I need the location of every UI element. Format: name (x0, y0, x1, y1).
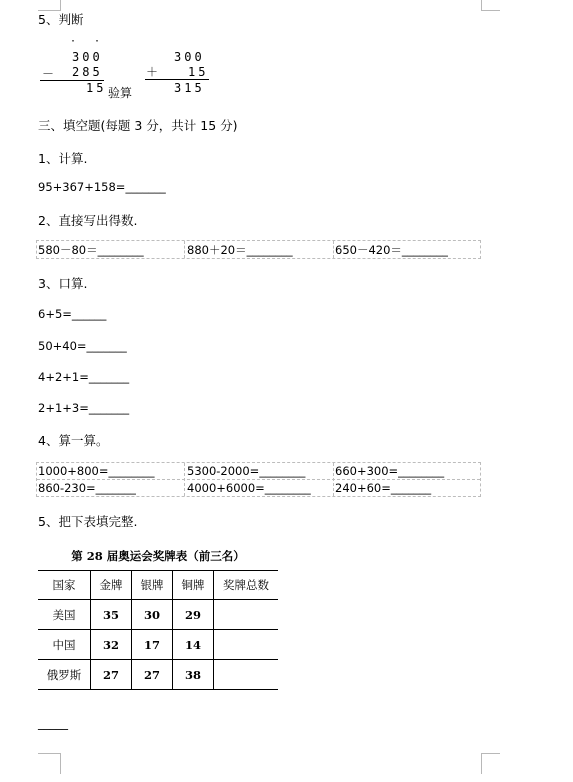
q3-item: 50+40=_______ (38, 339, 127, 353)
q4-item: 860-230=_______ (38, 481, 136, 495)
q2-item: 880＋20＝________ (187, 243, 293, 257)
q2-grid (36, 240, 481, 259)
bronze-cell: 29 (173, 600, 214, 630)
borrow-dots: · · (70, 36, 107, 47)
q4-grid (36, 462, 481, 497)
q3-heading: 3、口算. (38, 276, 88, 291)
q4-item: 1000+800=________ (38, 464, 155, 478)
q4-item: 5300-2000=________ (187, 464, 306, 478)
q5-judge-heading: 5、判断 (38, 12, 84, 27)
q4-item: 660+300=________ (335, 464, 445, 478)
country-cell: 俄罗斯 (38, 660, 91, 690)
gold-cell: 32 (91, 630, 132, 660)
total-cell[interactable] (214, 660, 279, 690)
column-header: 奖牌总数 (214, 571, 279, 600)
q5-heading: 5、把下表填完整. (38, 514, 138, 529)
crop-mark-bottom-right (481, 753, 500, 774)
table-header-row (38, 571, 278, 600)
q2-heading: 2、直接写出得数. (38, 213, 138, 228)
crop-mark-top-right (481, 0, 500, 11)
country-cell: 美国 (38, 600, 91, 630)
section-3-heading: 三、填空题(每题 3 分，共计 15 分) (38, 118, 238, 133)
q2-item: 580－80＝________ (38, 243, 144, 257)
silver-cell: 27 (132, 660, 173, 690)
crop-mark-bottom-left (38, 753, 61, 774)
q1-heading: 1、计算. (38, 151, 88, 166)
addition-line (145, 79, 209, 80)
bronze-cell: 14 (173, 630, 214, 660)
q3-item: 2+1+3=_______ (38, 401, 130, 415)
gold-cell: 27 (91, 660, 132, 690)
bronze-cell: 38 (173, 660, 214, 690)
silver-cell: 17 (132, 630, 173, 660)
minus-sign: － (42, 67, 55, 81)
addition-addend-2: 15 (188, 65, 209, 79)
subtraction-subtrahend: 285 (72, 65, 103, 79)
addition-addend-1: 300 (174, 50, 205, 64)
table-row (38, 600, 278, 630)
q4-item: 240+60=_______ (335, 481, 432, 495)
q3-item: 4+2+1=_______ (38, 370, 130, 384)
q2-item: 650－420＝________ (335, 243, 448, 257)
plus-sign: ＋ (146, 65, 159, 79)
q1-expression: 95+367+158=_______ (38, 180, 166, 194)
total-cell[interactable] (214, 630, 279, 660)
table-title: 第 28 届奥运会奖牌表（前三名） (71, 549, 245, 563)
footer-blank-line: _____ (38, 716, 68, 730)
country-cell: 中国 (38, 630, 91, 660)
subtraction-minuend: 300 (72, 50, 103, 64)
q4-heading: 4、算一算。 (38, 433, 109, 448)
table-row (38, 660, 278, 690)
table-row (38, 630, 278, 660)
addition-result: 315 (174, 81, 205, 95)
check-label: 验算 (108, 86, 133, 100)
q4-item: 4000+6000=________ (187, 481, 311, 495)
column-header: 金牌 (91, 571, 132, 600)
column-header: 铜牌 (173, 571, 214, 600)
gold-cell: 35 (91, 600, 132, 630)
q3-item: 6+5=______ (38, 307, 107, 321)
subtraction-result: 15 (86, 81, 107, 95)
silver-cell: 30 (132, 600, 173, 630)
column-header: 银牌 (132, 571, 173, 600)
total-cell[interactable] (214, 600, 279, 630)
column-header: 国家 (38, 571, 91, 600)
medal-table (38, 570, 278, 690)
